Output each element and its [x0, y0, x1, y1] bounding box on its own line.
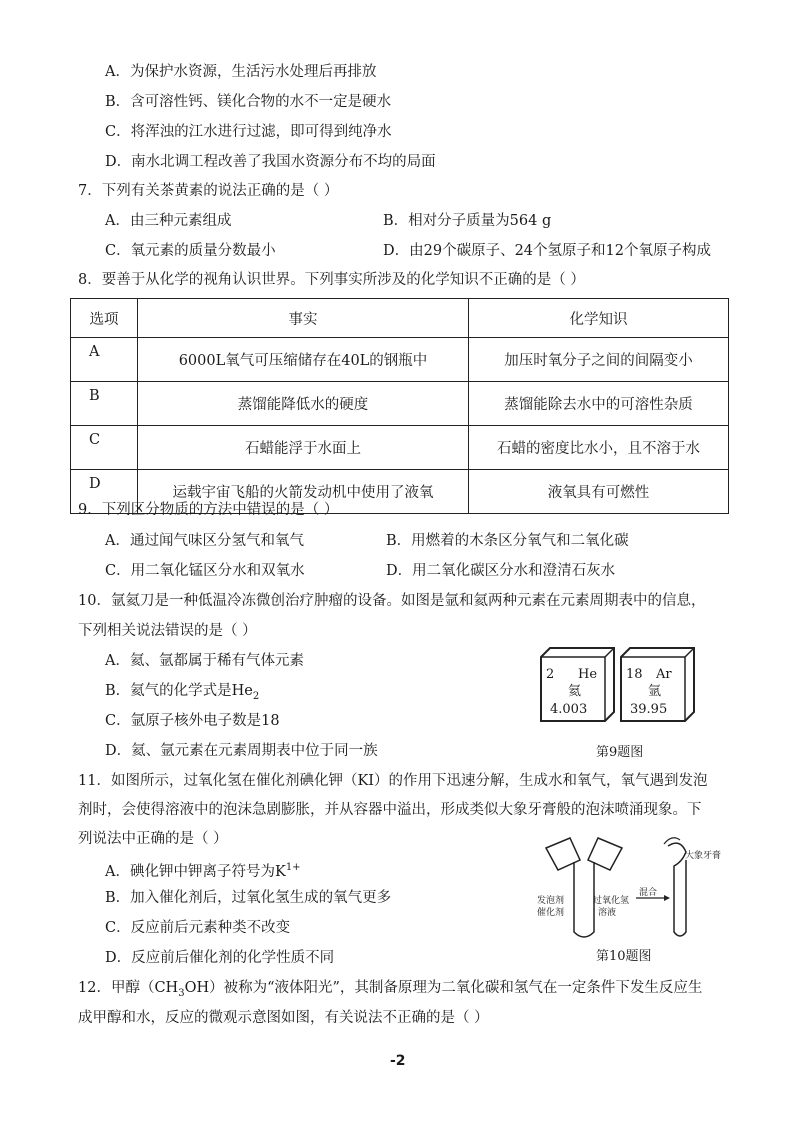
label-catalyst: 催化剂 [537, 908, 565, 918]
q8-table [70, 298, 729, 514]
argon-atomic-number: 18 [626, 667, 643, 682]
q9-option-c: C．用二氧化锰区分水和双氧水 [105, 563, 305, 579]
q10-option-b-text: B．氦气的化学式是He [105, 683, 253, 699]
q8-row-option: C [71, 426, 138, 470]
label-foaming-agent: 发泡剂 [537, 896, 565, 906]
q12-stem-subscript: 3 [178, 987, 185, 999]
q6-option-c: C．将浑浊的江水进行过滤，即可得到纯净水 [105, 124, 392, 140]
q9-option-b: B．用燃着的木条区分氧气和二氧化碳 [386, 533, 629, 549]
q8-row-fact: 运载宇宙飞船的火箭发动机中使用了液氧 [138, 470, 469, 514]
q8-header-option: 选项 [71, 299, 138, 338]
q10-option-b [105, 681, 259, 707]
q8-row-knowledge: 加压时氧分子之间的间隔变小 [469, 338, 729, 382]
q8-row-option: A [71, 338, 138, 382]
helium-atomic-number: 2 [546, 667, 555, 682]
q7-option-c: C．氧元素的质量分数最小 [105, 243, 276, 259]
q8-row-knowledge: 石蜡的密度比水小，且不溶于水 [469, 426, 729, 470]
argon-atomic-mass: 39.95 [630, 702, 668, 717]
q8-header-fact: 事实 [138, 299, 469, 338]
q11-stem-line1: 11．如图所示，过氧化氢在催化剂碘化钾（KI）的作用下迅速分解，生成水和氧气，氧气遇到发泡 [78, 773, 708, 789]
q7-stem: 7．下列有关茶黄素的说法正确的是（ ） [78, 183, 339, 199]
q8-row-fact: 6000L氧气可压缩储存在40L的钢瓶中 [138, 338, 469, 382]
label-elephant-toothpaste: 大象牙膏 [685, 851, 722, 861]
q8-row-knowledge: 液氧具有可燃性 [469, 470, 729, 514]
q6-option-d: D．南水北调工程改善了我国水资源分布不均的局面 [105, 154, 436, 170]
q8-header-knowledge: 化学知识 [469, 299, 729, 338]
q11-option-d: D．反应前后催化剂的化学性质不同 [105, 950, 335, 966]
q7-option-b: B．相对分子质量为564 g [383, 213, 552, 229]
q10-option-b-subscript: 2 [252, 690, 260, 702]
q12-stem-line1 [78, 978, 702, 1004]
q9-option-d: D．用二氧化碳区分水和澄清石灰水 [386, 563, 616, 579]
argon-name: 氩 [648, 684, 662, 699]
q11-option-c: C．反应前后元素种类不改变 [105, 920, 291, 936]
q10-option-c: C．氩原子核外电子数是18 [105, 713, 280, 729]
q11-option-a-text: A．碘化钾中钾离子符号为K [105, 863, 286, 880]
q7-option-a: A．由三种元素组成 [105, 213, 232, 229]
q10-figure-caption: 第9题图 [596, 745, 644, 760]
q8-stem: 8．要善于从化学的视角认识世界。下列事实所涉及的化学知识不正确的是（ ） [78, 272, 585, 288]
q8-table-header-row [71, 299, 729, 338]
q8-row-option: B [71, 382, 138, 426]
q7-option-d: D．由29个碳原子、24个氢原子和12个氧原子构成 [383, 243, 711, 259]
q12-stem-rest: OH）被称为“液体阳光”，其制备原理为二氧化碳和氢气在一定条件下发生反应生 [184, 980, 703, 996]
table-row [71, 426, 729, 470]
q12-stem-line2: 成甲醇和水，反应的微观示意图如图，有关说法不正确的是（ ） [78, 1010, 489, 1026]
q8-row-fact: 蒸馏能降低水的硬度 [138, 382, 469, 426]
q11-stem-line3: 列说法中正确的是（ ） [78, 831, 228, 847]
q10-stem-line1: 10．氩氦刀是一种低温冷冻微创治疗肿瘤的设备。如图是氩和氦两种元素在元素周期表中的信息， [78, 593, 706, 609]
label-hydrogen-peroxide: 过氧化氢 [593, 896, 630, 906]
q9-option-a: A．通过闻气味区分氢气和氧气 [105, 533, 304, 549]
label-mix: 混合 [639, 888, 658, 898]
page-number: -2 [390, 1053, 406, 1069]
q11-option-b: B．加入催化剂后，过氧化氢生成的氧气更多 [105, 890, 392, 906]
q6-option-a: A．为保护水资源，生活污水处理后再排放 [105, 64, 377, 80]
helium-symbol: He [578, 667, 598, 682]
q11-figure-caption: 第10题图 [596, 949, 652, 964]
argon-symbol: Ar [656, 667, 672, 682]
table-row [71, 338, 729, 382]
q11-option-a [105, 858, 301, 882]
q9-stem: 9．下列区分物质的方法中错误的是（ ） [78, 502, 339, 518]
q8-row-option: D [71, 470, 138, 514]
q11-option-a-superscript: 1+ [285, 862, 301, 873]
q8-row-fact: 石蜡能浮于水面上 [138, 426, 469, 470]
q12-stem-prefix: 12．甲醇（CH [78, 980, 179, 996]
q10-stem-line2: 下列相关说法错误的是（ ） [78, 623, 257, 639]
helium-atomic-mass: 4.003 [550, 702, 588, 717]
label-solution: 溶液 [598, 908, 617, 918]
q10-option-a: A．氦、氩都属于稀有气体元素 [105, 653, 304, 669]
q6-option-b: B．含可溶性钙、镁化合物的水不一定是硬水 [105, 94, 392, 110]
q11-stem-line2: 剂时，会使得溶液中的泡沫急剧膨胀，并从容器中溢出，形成类似大象牙膏般的泡沫喷涌现象。下 [78, 802, 702, 818]
helium-name: 氦 [568, 684, 582, 699]
q8-row-knowledge: 蒸馏能除去水中的可溶性杂质 [469, 382, 729, 426]
table-row [71, 382, 729, 426]
q10-option-d: D．氦、氩元素在元素周期表中位于同一族 [105, 743, 378, 759]
